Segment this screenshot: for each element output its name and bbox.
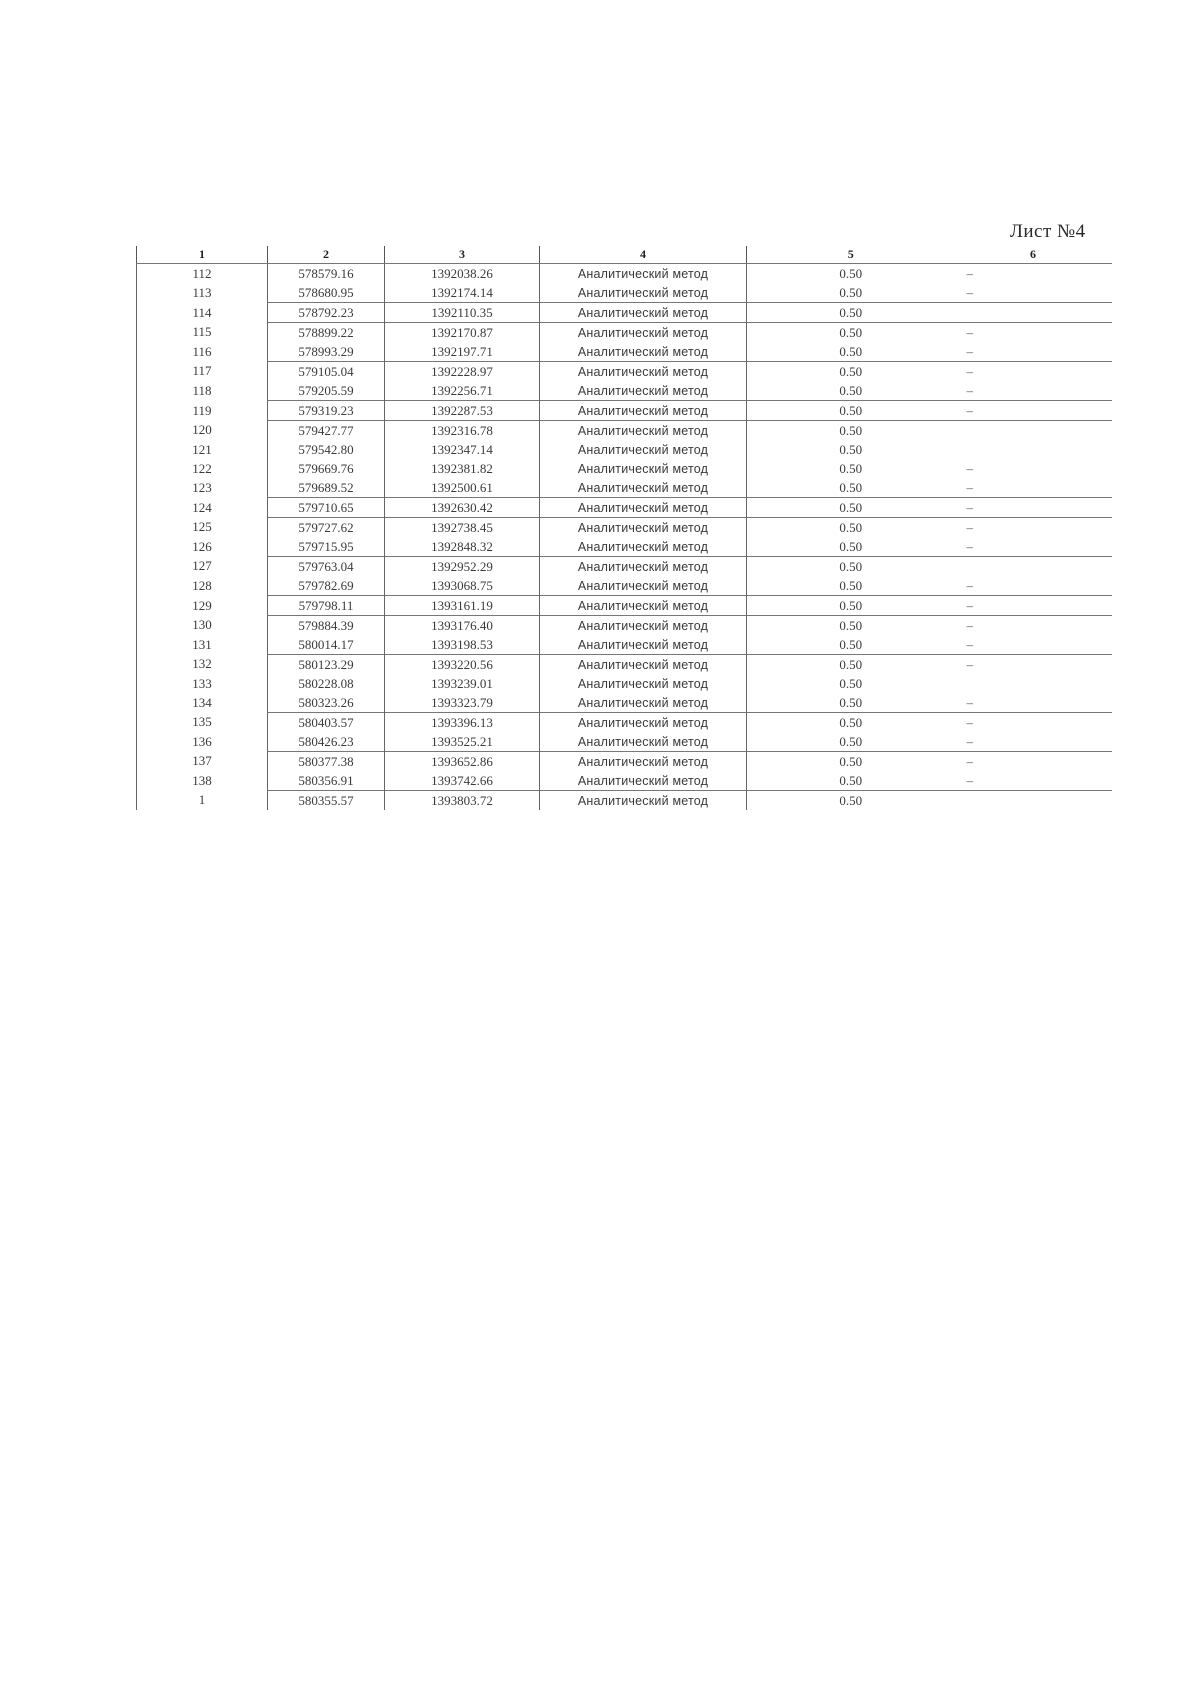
y-coordinate-cell: 1392738.45 [385,518,540,538]
y-coordinate-cell: 1392316.78 [385,421,540,441]
y-coordinate-cell: 1392256.71 [385,381,540,401]
x-coordinate-cell: 579319.23 [268,401,385,421]
table-row [137,421,1112,441]
note-cell: – [955,498,1112,518]
accuracy-cell: 0.50 [747,498,955,518]
note-cell: – [955,596,1112,616]
accuracy-cell: 0.50 [747,771,955,791]
table-row [137,264,1112,284]
point-number-cell: 118 [137,381,268,401]
method-cell: Аналитический метод [540,478,747,498]
method-cell: Аналитический метод [540,791,747,811]
point-number-cell: 125 [137,518,268,538]
table-row [137,732,1112,752]
table-row [137,283,1112,303]
x-coordinate-cell: 579798.11 [268,596,385,616]
note-cell [955,791,1112,811]
table-row [137,791,1112,811]
y-coordinate-cell: 1393652.86 [385,752,540,772]
table-row [137,576,1112,596]
note-cell: – [966,382,973,398]
column-header: 1 [137,246,268,264]
x-coordinate-cell: 579427.77 [268,421,385,441]
method-cell: Аналитический метод [540,459,747,478]
x-coordinate-cell: 578899.22 [268,323,385,343]
x-coordinate-cell: 579763.04 [268,557,385,577]
method-cell: Аналитический метод [540,498,747,518]
x-coordinate-cell: 579689.52 [268,478,385,498]
x-coordinate-cell: 579669.76 [268,459,385,478]
y-coordinate-cell: 1392500.61 [385,478,540,498]
method-cell: Аналитический метод [540,655,747,675]
point-number-cell: 124 [137,498,268,518]
point-number-cell: 129 [137,596,268,616]
note-cell [955,674,1112,693]
note-cell: – [966,460,973,476]
table-row [137,752,1112,772]
method-cell: Аналитический метод [540,421,747,441]
point-number-cell: 134 [137,693,268,713]
column-header: 5 [747,246,955,264]
accuracy-cell: 0.50 [747,421,955,441]
method-cell: Аналитический метод [540,771,747,791]
table-row [137,342,1112,362]
method-cell: Аналитический метод [540,732,747,752]
y-coordinate-cell: 1392038.26 [385,264,540,284]
y-coordinate-cell: 1392381.82 [385,459,540,478]
accuracy-cell: 0.50 [747,752,955,772]
table-body [137,264,1112,811]
note-cell: – [966,772,973,788]
point-number-cell: 132 [137,655,268,675]
column-header: 4 [540,246,747,264]
point-number-cell: 122 [137,459,268,478]
table-row [137,693,1112,713]
accuracy-cell: 0.50 [747,596,955,616]
y-coordinate-cell: 1393525.21 [385,732,540,752]
y-coordinate-cell: 1392110.35 [385,303,540,323]
point-number-cell: 138 [137,771,268,791]
x-coordinate-cell: 580377.38 [268,752,385,772]
method-cell: Аналитический метод [540,596,747,616]
note-cell: – [966,636,973,652]
point-number-cell: 116 [137,342,268,362]
method-cell: Аналитический метод [540,616,747,636]
x-coordinate-cell: 580014.17 [268,635,385,655]
table-row [137,362,1112,382]
accuracy-cell: 0.50 [747,342,955,362]
point-number-cell: 114 [137,303,268,323]
y-coordinate-cell: 1393220.56 [385,655,540,675]
accuracy-cell: 0.50 [747,518,955,538]
accuracy-cell: 0.50 [747,537,955,557]
method-cell: Аналитический метод [540,264,747,284]
point-number-cell: 126 [137,537,268,557]
y-coordinate-cell: 1393198.53 [385,635,540,655]
point-number-cell: 113 [137,283,268,303]
point-number-cell: 1 [137,791,268,811]
point-number-cell: 120 [137,421,268,441]
accuracy-cell: 0.50 [747,713,955,733]
column-header: 6 [955,246,1112,264]
table-row [137,498,1112,518]
accuracy-cell: 0.50 [747,362,955,382]
point-number-cell: 115 [137,323,268,343]
point-number-cell: 131 [137,635,268,655]
x-coordinate-cell: 579105.04 [268,362,385,382]
accuracy-cell: 0.50 [747,478,955,498]
x-coordinate-cell: 580228.08 [268,674,385,693]
method-cell: Аналитический метод [540,440,747,459]
y-coordinate-cell: 1393161.19 [385,596,540,616]
x-coordinate-cell: 579205.59 [268,381,385,401]
table-row [137,596,1112,616]
method-cell: Аналитический метод [540,518,747,538]
x-coordinate-cell: 580355.57 [268,791,385,811]
table-row [137,537,1112,557]
method-cell: Аналитический метод [540,752,747,772]
accuracy-cell: 0.50 [747,323,955,343]
coordinates-table [136,246,1112,810]
table-row [137,478,1112,498]
method-cell: Аналитический метод [540,674,747,693]
note-cell: – [966,577,973,593]
note-cell: – [955,323,1112,343]
table-row [137,440,1112,459]
method-cell: Аналитический метод [540,342,747,362]
column-header: 3 [385,246,540,264]
note-cell: – [966,733,973,749]
point-number-cell: 119 [137,401,268,421]
accuracy-cell: 0.50 [747,635,955,655]
point-number-cell: 137 [137,752,268,772]
y-coordinate-cell: 1392228.97 [385,362,540,382]
x-coordinate-cell: 579782.69 [268,576,385,596]
point-number-cell: 117 [137,362,268,382]
y-coordinate-cell: 1393068.75 [385,576,540,596]
table-row [137,381,1112,401]
accuracy-cell: 0.50 [747,693,955,713]
note-cell: – [966,284,973,300]
x-coordinate-cell: 579710.65 [268,498,385,518]
note-cell [955,421,1112,441]
note-cell: – [955,401,1112,421]
x-coordinate-cell: 578792.23 [268,303,385,323]
note-cell: – [955,655,1112,675]
accuracy-cell: 0.50 [747,576,955,596]
y-coordinate-cell: 1392952.29 [385,557,540,577]
point-number-cell: 127 [137,557,268,577]
x-coordinate-cell: 580123.29 [268,655,385,675]
method-cell: Аналитический метод [540,635,747,655]
x-coordinate-cell: 578993.29 [268,342,385,362]
accuracy-cell: 0.50 [747,674,955,693]
y-coordinate-cell: 1393323.79 [385,693,540,713]
x-coordinate-cell: 580323.26 [268,693,385,713]
x-coordinate-cell: 578579.16 [268,264,385,284]
y-coordinate-cell: 1392630.42 [385,498,540,518]
table-row [137,401,1112,421]
method-cell: Аналитический метод [540,323,747,343]
method-cell: Аналитический метод [540,381,747,401]
point-number-cell: 128 [137,576,268,596]
accuracy-cell: 0.50 [747,264,955,284]
point-number-cell: 123 [137,478,268,498]
method-cell: Аналитический метод [540,693,747,713]
y-coordinate-cell: 1392170.87 [385,323,540,343]
table-row [137,459,1112,478]
note-cell: – [955,713,1112,733]
method-cell: Аналитический метод [540,557,747,577]
accuracy-cell: 0.50 [747,791,955,811]
accuracy-cell: 0.50 [747,655,955,675]
note-cell [955,303,1112,323]
table-header-row [137,246,1112,264]
note-cell: – [955,518,1112,538]
accuracy-cell: 0.50 [747,616,955,636]
accuracy-cell: 0.50 [747,732,955,752]
table-row [137,518,1112,538]
x-coordinate-cell: 578680.95 [268,283,385,303]
accuracy-cell: 0.50 [747,557,955,577]
point-number-cell: 130 [137,616,268,636]
point-number-cell: 135 [137,713,268,733]
method-cell: Аналитический метод [540,362,747,382]
note-cell: – [966,694,973,710]
x-coordinate-cell: 580403.57 [268,713,385,733]
note-cell: – [966,343,973,359]
note-cell [955,440,1112,459]
note-cell: – [955,616,1112,636]
table-row [137,303,1112,323]
method-cell: Аналитический метод [540,401,747,421]
x-coordinate-cell: 579715.95 [268,537,385,557]
x-coordinate-cell: 580356.91 [268,771,385,791]
point-number-cell: 112 [137,264,268,284]
table-row [137,655,1112,675]
x-coordinate-cell: 579884.39 [268,616,385,636]
method-cell: Аналитический метод [540,713,747,733]
y-coordinate-cell: 1393239.01 [385,674,540,693]
sheet-number-label: Лист №4 [1010,221,1086,242]
y-coordinate-cell: 1393176.40 [385,616,540,636]
table-row [137,616,1112,636]
method-cell: Аналитический метод [540,303,747,323]
y-coordinate-cell: 1393742.66 [385,771,540,791]
note-cell [955,557,1112,577]
y-coordinate-cell: 1392174.14 [385,283,540,303]
accuracy-cell: 0.50 [747,440,955,459]
x-coordinate-cell: 579727.62 [268,518,385,538]
column-header: 2 [268,246,385,264]
method-cell: Аналитический метод [540,576,747,596]
note-cell: – [955,362,1112,382]
accuracy-cell: 0.50 [747,303,955,323]
table-row [137,557,1112,577]
table-row [137,771,1112,791]
table-row [137,674,1112,693]
note-cell: – [966,479,973,495]
y-coordinate-cell: 1393396.13 [385,713,540,733]
table-row [137,713,1112,733]
y-coordinate-cell: 1392197.71 [385,342,540,362]
accuracy-cell: 0.50 [747,381,955,401]
method-cell: Аналитический метод [540,283,747,303]
table-row [137,635,1112,655]
point-number-cell: 133 [137,674,268,693]
point-number-cell: 136 [137,732,268,752]
method-cell: Аналитический метод [540,537,747,557]
accuracy-cell: 0.50 [747,401,955,421]
note-cell: – [966,265,973,281]
y-coordinate-cell: 1392347.14 [385,440,540,459]
point-number-cell: 121 [137,440,268,459]
accuracy-cell: 0.50 [747,459,955,478]
y-coordinate-cell: 1392287.53 [385,401,540,421]
note-cell: – [966,538,973,554]
y-coordinate-cell: 1393803.72 [385,791,540,811]
x-coordinate-cell: 580426.23 [268,732,385,752]
x-coordinate-cell: 579542.80 [268,440,385,459]
note-cell: – [955,752,1112,772]
y-coordinate-cell: 1392848.32 [385,537,540,557]
accuracy-cell: 0.50 [747,283,955,303]
table-row [137,323,1112,343]
